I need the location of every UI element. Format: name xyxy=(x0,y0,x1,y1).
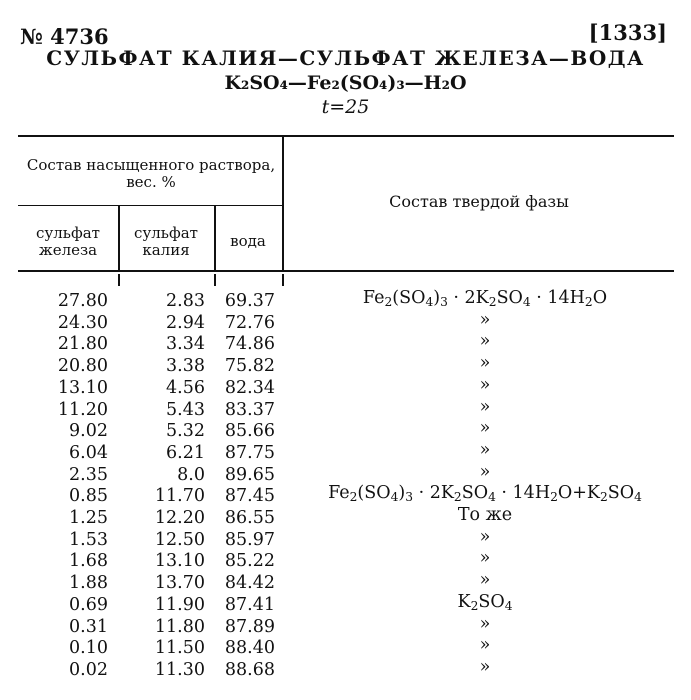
table-cell: 88.40 xyxy=(224,638,275,659)
table-cell: 87.75 xyxy=(224,442,275,463)
table-cell: 1.88 xyxy=(69,573,108,594)
table-cell: 0.02 xyxy=(69,659,108,680)
solid-phase-cell: » xyxy=(479,656,491,677)
table-cell: 4.56 xyxy=(166,377,205,398)
table-cell: 86.55 xyxy=(224,508,275,528)
table-cell: 88.68 xyxy=(224,659,275,680)
solid-phase-cell: » xyxy=(479,613,491,634)
table-cell: 85.97 xyxy=(224,529,275,550)
table-cell: 5.32 xyxy=(166,421,205,442)
table-cell: 82.34 xyxy=(224,377,275,398)
column-header-iron-sulfate: сульфат железа xyxy=(36,224,100,259)
table-cell: 83.37 xyxy=(224,399,275,420)
table-cell: 11.30 xyxy=(154,659,205,680)
table-cell: 74.86 xyxy=(224,334,275,355)
table-cell: 2.35 xyxy=(69,464,108,485)
temperature: t=25 xyxy=(321,96,370,118)
table-cell: 2.94 xyxy=(166,312,205,333)
solid-phase-cell: » xyxy=(479,439,491,460)
solid-phase-cell: » xyxy=(479,418,491,439)
table-cell: 72.76 xyxy=(224,312,275,333)
solid-phase-cell: » xyxy=(479,526,491,547)
table-cell: 87.89 xyxy=(224,616,275,637)
solid-phase-cell: » xyxy=(479,353,491,374)
table-cell: 3.34 xyxy=(166,334,205,355)
table-cell: 11.20 xyxy=(57,399,108,420)
table-cell: 20.80 xyxy=(57,356,108,377)
table-cell: 1.25 xyxy=(69,508,108,528)
table-cell: 69.37 xyxy=(224,291,275,311)
table-cell: 0.85 xyxy=(69,486,108,507)
solid-phase-cell: » xyxy=(479,331,491,352)
column-header-potassium-sulfate: сульфат калия xyxy=(134,224,198,259)
table-cell: 2.83 xyxy=(166,291,205,311)
table-cell: 12.50 xyxy=(154,529,205,550)
table-cell: 12.20 xyxy=(154,508,205,528)
table-cell: 0.10 xyxy=(69,638,108,659)
table-cell: 24.30 xyxy=(57,312,108,333)
solid-phase-cell: » xyxy=(479,461,491,482)
group-header: Состав насыщенного раствора, вес. % xyxy=(26,156,276,191)
column-header-solid-phase: Состав твердой фазы xyxy=(389,192,569,211)
solid-phase-cell: » xyxy=(479,309,491,330)
solid-phase-cell: $K_2SO_4$ xyxy=(457,591,513,613)
table-cell: 75.82 xyxy=(224,356,275,377)
solid-phase-cell: » xyxy=(479,374,491,395)
reference-number: [1333] xyxy=(588,20,667,45)
table-cell: 84.42 xyxy=(224,573,275,594)
table-cell: 21.80 xyxy=(57,334,108,355)
table-cell: 85.22 xyxy=(224,551,275,572)
table-cell: 13.70 xyxy=(154,573,205,594)
divider-tick-2 xyxy=(214,274,216,286)
table-cell: 6.04 xyxy=(69,442,108,463)
solid-phase-cell: » xyxy=(479,635,491,656)
table-cell: 85.66 xyxy=(224,421,275,442)
table-cell: 11.50 xyxy=(154,638,205,659)
table-cell: 6.21 xyxy=(166,442,205,463)
table-cell: 13.10 xyxy=(57,377,108,398)
table-cell: 1.53 xyxy=(69,529,108,550)
table-cell: 11.90 xyxy=(154,594,205,615)
column-header-water: вода xyxy=(230,232,266,250)
table-cell: 13.10 xyxy=(154,551,205,572)
solid-phase-cell: » xyxy=(479,570,491,591)
system-formula: K₂SO₄—Fe₂(SO₄)₃—H₂O xyxy=(224,72,467,94)
table-cell: 11.70 xyxy=(154,486,205,507)
table-top-rule xyxy=(18,135,674,137)
table-cell: 89.65 xyxy=(224,464,275,485)
header-bottom-rule xyxy=(18,270,674,272)
table-cell: 8.0 xyxy=(177,464,205,485)
solid-phase-cell: » xyxy=(479,396,491,417)
divider-tick-1 xyxy=(118,274,120,286)
document-number: № 4736 xyxy=(20,24,109,49)
table-cell: 87.41 xyxy=(224,594,275,615)
solid-phase-cell: $Fe_2(SO_4)_3 \cdot 2K_2SO_4 \cdot 14H_2O+K_2SO_4$ xyxy=(328,483,642,505)
table-cell: 87.45 xyxy=(224,486,275,507)
table-cell: 0.31 xyxy=(69,616,108,637)
table-cell: 3.38 xyxy=(166,356,205,377)
table-cell: 27.80 xyxy=(57,291,108,311)
table-cell: 0.69 xyxy=(69,594,108,615)
solid-phase-cell: $Fe_2(SO_4)_3 \cdot 2K_2SO_4 \cdot 14H_2O$ xyxy=(362,288,608,310)
document-title: СУЛЬФАТ КАЛИЯ—СУЛЬФАТ ЖЕЛЕЗА—ВОДА xyxy=(46,46,645,70)
divider-tick-3 xyxy=(282,274,284,286)
table-cell: 9.02 xyxy=(69,421,108,442)
table-cell: 11.80 xyxy=(154,616,205,637)
table-cell: 5.43 xyxy=(166,399,205,420)
table-cell: 1.68 xyxy=(69,551,108,572)
solid-phase-cell: То же xyxy=(457,505,513,525)
solid-phase-cell: » xyxy=(479,548,491,569)
group-header-rule xyxy=(18,205,282,206)
